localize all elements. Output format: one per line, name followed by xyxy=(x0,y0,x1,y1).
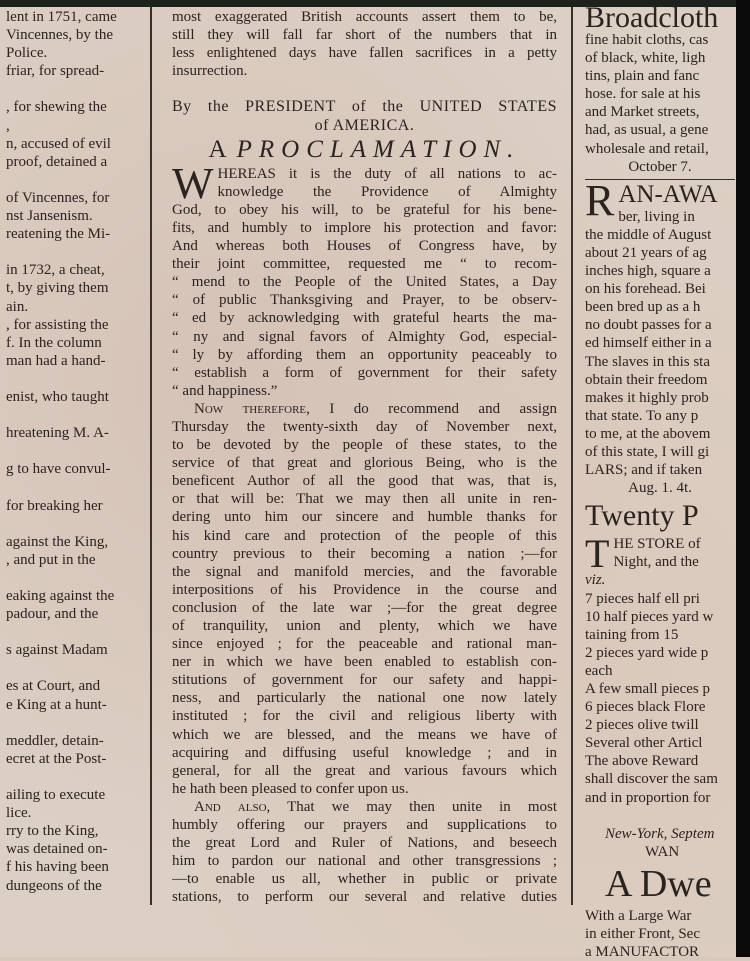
text-line: With a Large War xyxy=(585,907,692,924)
text-line: LARS; and if taken xyxy=(585,462,703,479)
text-line: “ ny and signal favors of Almighty God, especial- xyxy=(172,328,557,345)
proclamation-heading-america: of AMERICA. xyxy=(314,116,415,134)
text-line: 10 half pieces yard w xyxy=(585,608,714,625)
text-line: instituted ; for the civil and religious liberty with xyxy=(172,708,557,725)
text-line: of Vincennes, for xyxy=(6,189,110,206)
text-line: of this state, I will gi xyxy=(585,443,710,460)
text-line: Police. xyxy=(6,45,48,62)
text-line: tins, plain and fanc xyxy=(585,68,700,85)
text-line: the signal and manifold mercies, and the favorable xyxy=(172,563,557,580)
text-line xyxy=(6,80,148,98)
ad-date: October 7. xyxy=(628,158,692,175)
text-line: reatening the Mi- xyxy=(6,226,111,243)
text-line: about 21 years of ag xyxy=(585,244,707,261)
text-line: nst Jansenism. xyxy=(6,208,93,225)
text-line: and in proportion for xyxy=(585,789,711,806)
text-line: ed himself either in a xyxy=(585,335,712,352)
text-line: ecret at the Post- xyxy=(6,750,107,767)
text-line: country previous to their becoming a nation ;—for xyxy=(172,545,557,562)
text-line: still they will fall far short of the numbers that in xyxy=(172,27,557,44)
text-line: taining from 15 xyxy=(585,626,679,643)
text-line: A few small pieces p xyxy=(585,681,710,697)
text-line xyxy=(6,659,148,677)
text-line: been bred up as a h xyxy=(585,299,701,316)
text-line: most exaggerated British accounts assert them to be, xyxy=(172,9,557,25)
text-line xyxy=(6,442,148,460)
text-line: hreatening M. A- xyxy=(6,425,109,442)
text-line: enist, who taught xyxy=(6,388,109,405)
text-line: insurrection. xyxy=(172,63,248,80)
text-line: humbly offering our prayers and supplications to xyxy=(172,817,557,834)
text-line: lent in 1751, came xyxy=(6,9,117,25)
text-line xyxy=(6,515,148,533)
text-line: in either Front, Sec xyxy=(585,926,700,943)
text-line: “ establish a form of government for their safety xyxy=(172,364,557,381)
text-line: 2 pieces olive twill xyxy=(585,717,699,734)
text-line: eaking against the xyxy=(6,588,115,604)
text-line: fits, and humbly to implore his protection and favor: xyxy=(172,219,557,236)
text-line: inches high, square a xyxy=(585,263,711,280)
proclamation-title: APROCLAMATION. xyxy=(208,135,521,163)
text-line: makes it highly prob xyxy=(585,389,709,406)
text-line: or that will be: That we may then all unite in ren- xyxy=(172,491,557,508)
text-line: in 1732, a cheat, xyxy=(6,262,105,279)
text-line: no doubt passes for a xyxy=(585,317,712,334)
text-line: “ mend to the People of the United States, a Day xyxy=(172,274,557,291)
text-line: shall discover the sam xyxy=(585,771,718,788)
text-line: HE STORE of xyxy=(613,536,701,553)
text-line: ailing to execute xyxy=(6,787,106,804)
text-line: , and put in the xyxy=(6,551,96,568)
text-line xyxy=(6,478,148,496)
text-line: their joint committee, requested me “ to recom- xyxy=(172,256,557,273)
text-line: “ ly by affording them an opportunity peaceably to xyxy=(172,346,557,363)
text-line: general, for all the great and various favours which xyxy=(172,762,557,779)
text-line: which we are blessed, and the means we have of xyxy=(172,726,557,743)
and-also-paragraph: And also, That we may then unite in most humbly offering our prayers and supplications to the great Lord and Ruler of Nations, and beseech him to pardon our national and other transgressions ; —to enable us all, whether in public or private stations, to perform our several and relative duties xyxy=(172,798,557,906)
text-line: t, by giving them xyxy=(6,280,109,297)
text-line: ain. xyxy=(6,298,29,315)
text-line xyxy=(6,370,148,388)
text-line: “ and happiness.” xyxy=(172,382,278,399)
text-line: Night, and the xyxy=(613,554,699,571)
text-line: beneficent Author of all the good that was, that is, xyxy=(172,473,557,490)
broadcloth-header: Broadcloth xyxy=(585,3,719,34)
text-line: a MANUFACTOR xyxy=(585,944,700,961)
text-line: conclusion of the late war ;—for the great degree xyxy=(172,599,557,616)
text-line: less enlightened days have fallen sacrifices in a petty xyxy=(172,45,557,62)
reward-title: Twenty P xyxy=(585,499,699,533)
text-line: had, as usual, a gene xyxy=(585,122,709,139)
text-line xyxy=(6,714,148,732)
text-line: knowledge the Providence of Almighty xyxy=(217,183,557,200)
text-line: ber, living in xyxy=(618,208,695,225)
text-line: friar, for spread- xyxy=(6,63,105,80)
proclamation-heading: By the PRESIDENT of the UNITED STATES xyxy=(172,98,557,116)
text-line: meddler, detain- xyxy=(6,732,104,749)
text-line: for breaking her xyxy=(6,497,103,514)
text-line: padour, and the xyxy=(6,606,99,623)
text-line: s against Madam xyxy=(6,642,108,659)
text-line: wholesale and retail, xyxy=(585,140,709,157)
text-line: acquiring and diffusing useful knowledge ; and in xyxy=(172,744,557,761)
text-line: The slaves in this sta xyxy=(585,353,710,370)
text-line: to be devoted by the people of these states, to the xyxy=(172,437,557,454)
right-column: Broadcloth fine habit cloths, cas of black, white, ligh tins, plain and fanc hose. for sale at his and Market streets, had, as usual, a gene wholesale and retail, October 7. R AN-AWA ber, living in the middle of August about 21 years of ag inches high, square a on his forehead. Bei been bred up as a h no doubt passes for a ed himself either in a The slaves in this sta obtain their freedom makes it highly prob that state. To any p to me, at the abovem of this state, I will gi LARS; and if taken Aug. 1. 4t. Twenty P T HE STORE of Night, and the viz. 7 pieces half ell pri 10 half pieces yard w taining from 15 2 pieces yard wide p each A few small pieces p 6 pieces black Flore 2 pieces olive twill Several other Articl The above Reward shall discover the sam and in proportion for New-York, Septem WAN A Dwe With a Large War in either Front, Sec a MANUFACTOR xyxy=(585,3,735,961)
text-line: service of that great and glorious Being, who is the xyxy=(172,455,557,472)
text-line: es at Court, and xyxy=(6,678,101,695)
text-line: 7 pieces half ell pri xyxy=(585,590,700,607)
intro-paragraph xyxy=(172,8,557,80)
text-line: man had a hand- xyxy=(6,352,106,369)
dwelling-title: A Dwe xyxy=(605,862,712,905)
text-line: was detained on- xyxy=(6,841,108,858)
center-column xyxy=(172,8,557,907)
text-line: against the King, xyxy=(6,533,109,550)
text-line: God, to obey his will, to be grateful for his bene- xyxy=(172,201,557,218)
text-line: —to enable us all, whether in public or private xyxy=(172,871,557,888)
text-line: and Market streets, xyxy=(585,104,700,121)
column-rule-left xyxy=(150,7,152,905)
text-line: fine habit cloths, cas xyxy=(585,32,709,48)
text-line: obtain their freedom xyxy=(585,371,708,388)
text-line: since enjoyed ; for the peaceable and rational man- xyxy=(172,636,557,653)
text-line: n, accused of evil xyxy=(6,135,111,152)
dateline: New-York, Septem xyxy=(605,825,715,842)
text-line xyxy=(6,171,148,189)
text-line: on his forehead. Bei xyxy=(585,281,706,298)
text-line xyxy=(6,569,148,587)
text-line: , xyxy=(6,117,10,134)
drop-cap: W xyxy=(172,164,214,201)
text-line: Several other Articl xyxy=(585,735,703,752)
text-line: hose. for sale at his xyxy=(585,86,701,103)
whereas-paragraph xyxy=(172,165,557,400)
text-line: rry to the King, xyxy=(6,823,99,840)
column-rule-right xyxy=(571,7,573,905)
text-line: “ ed by acknowledging with grateful hearts the ma- xyxy=(172,310,557,327)
text-line: stations, to perform our several and relative duties xyxy=(172,889,557,906)
wanted-label: WAN xyxy=(645,843,680,860)
text-line: of tranquility, union and plenty, which we have xyxy=(172,618,557,634)
text-line: each xyxy=(585,662,613,679)
text-line: to me, at the abovem xyxy=(585,425,711,442)
text-line: stitutions of government for our safety and happi- xyxy=(172,672,557,689)
text-line: “ of public Thanksgiving and Prayer, to be observ- xyxy=(172,292,557,309)
text-line: ness, and particularly the national one now lately xyxy=(172,690,557,707)
text-line: And whereas both Houses of Congress have, by xyxy=(172,238,557,255)
text-line: HEREAS it is the duty of all nations to ac- xyxy=(217,165,557,182)
text-line xyxy=(6,768,148,786)
text-line: interpositions of his Providence in the course and xyxy=(172,581,557,598)
text-line: 6 pieces black Flore xyxy=(585,699,706,716)
text-line: , for shewing the xyxy=(6,99,107,116)
text-line: his kind care and protection of the people of this xyxy=(172,527,557,544)
scan-border-right xyxy=(736,0,750,957)
text-line: , for assisting the xyxy=(6,316,109,333)
text-line: of black, white, ligh xyxy=(585,50,706,67)
text-line: Thursday the twenty-sixth day of November next, xyxy=(172,418,557,435)
text-line: proof, detained a xyxy=(6,153,108,170)
text-line: the middle of August xyxy=(585,226,712,243)
now-therefore-paragraph: Now therefore, I do recommend and assign Thursday the twenty-sixth day of November next, to be devoted by the people of these states, to the service of that great and glorious Being, who is the beneficent Author of all the good that was, that is, or that will be: That we may then all unite in ren- dering unto him our sincere and humble thanks for his kind care and protection of the people of this country previous to their becoming a nation ;—for the signal and manifold mercies, and the favorable interpositions of his Providence in the course and conclusion of the late war ;—for the great degree of tranquility, union and plenty, which we have since enjoyed ; for the peaceable and rational man- ner in which we have been enabled to establish con- stitutions of government for our safety and happi- ness, and particularly the national one now lately instituted ; for the civil and religious liberty with which we are blessed, and the means we have of acquiring and diffusing useful knowledge ; and in general, for all the great and various favours which he hath been pleased to confer upon us. xyxy=(172,400,557,797)
text-line: lice. xyxy=(6,805,32,822)
text-line: dering unto him our sincere and humble thanks for xyxy=(172,509,557,526)
runaway-date: Aug. 1. 4t. xyxy=(628,480,692,497)
store-ad: T HE STORE of Night, and the xyxy=(585,535,735,571)
text-line: him to pardon our national and other transgressions ; xyxy=(172,853,557,870)
text-line xyxy=(6,623,148,641)
text-line xyxy=(6,243,148,261)
runaway-ad: R AN-AWA ber, living in the middle of August about 21 years of ag inches high, square a on his forehead. Bei been bred up as a h no doubt passes for a ed himself either in a The slaves in this sta obtain their freedom makes it highly prob that state. To any p to me, at the abovem of this state, I will gi LARS; and if taken xyxy=(585,182,735,479)
text-line: the great Lord and Ruler of Nations, and beseech xyxy=(172,835,557,852)
text-line: e King at a hunt- xyxy=(6,696,107,713)
text-line: ner in which we have been enabled to establish con- xyxy=(172,654,557,671)
text-line: f his having been xyxy=(6,859,109,876)
text-line: Vincennes, by the xyxy=(6,27,113,44)
text-line: 2 pieces yard wide p xyxy=(585,644,709,661)
left-column xyxy=(6,8,148,895)
text-line: dungeons of the xyxy=(6,877,102,894)
text-line: that state. To any p xyxy=(585,407,699,424)
text-line: The above Reward xyxy=(585,753,699,770)
text-line xyxy=(6,406,148,424)
text-line: he hath been pleased to confer upon us. xyxy=(172,780,409,797)
text-line: g to have convul- xyxy=(6,461,111,478)
text-line: f. In the column xyxy=(6,334,102,351)
